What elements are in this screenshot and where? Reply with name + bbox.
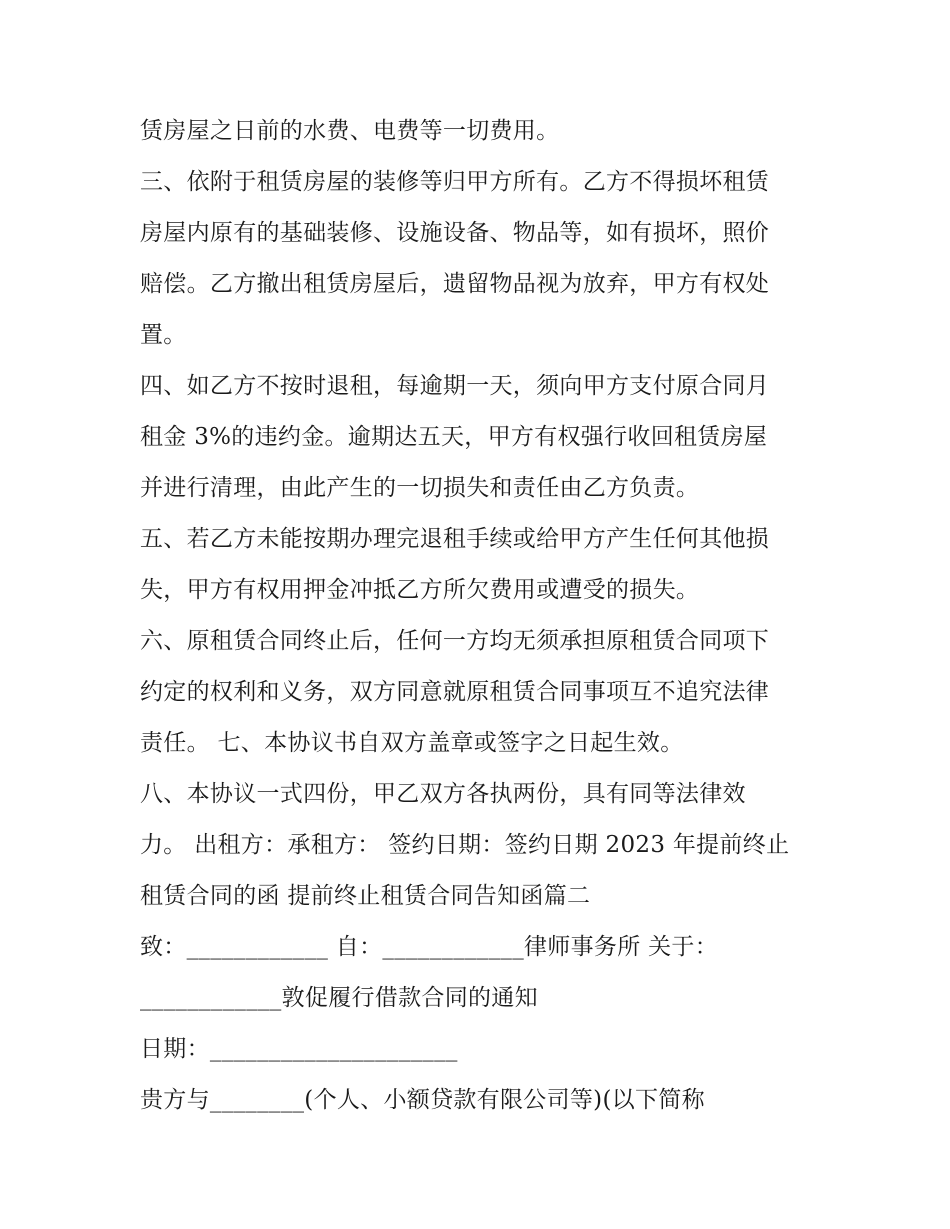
text-line: 责任。 七、本协议书自双方盖章或签字之日起生效。 [140,730,684,756]
text-line: 六、原租赁合同终止后，任何一方均无须承担原租赁合同项下 [140,628,770,654]
text-line: ____________敦促履行借款合同的通知 [140,985,538,1011]
text-line: 租赁合同的函 提前终止租赁合同告知函篇二 [140,883,591,909]
text-line: 八、本协议一式四份，甲乙双方各执两份，具有同等法律效 [140,781,746,807]
text-line: 失，甲方有权用押金冲抵乙方所欠费用或遭受的损失。 [140,577,700,603]
text-line: 并进行清理，由此产生的一切损失和责任由乙方负责。 [140,475,700,501]
text-line: 三、依附于租赁房屋的装修等归甲方所有。乙方不得损坏租赁 [140,169,770,195]
text-line: 房屋内原有的基础装修、设施设备、物品等，如有损坏，照价 [140,220,770,246]
text-line: 五、若乙方未能按期办理完退租手续或给甲方产生任何其他损 [140,526,770,552]
text-line: 四、如乙方不按时退租，每逾期一天，须向甲方支付原合同月 [140,373,770,399]
text-line: 赁房屋之日前的水费、电费等一切费用。 [140,118,560,144]
text-line: 约定的权利和义务，双方同意就原租赁合同事项互不追究法律 [140,679,770,705]
text-line: 力。 出租方：承租方： 签约日期：签约日期 2023 年提前终止 [140,832,790,858]
text-line: 致：____________ 自：____________律师事务所 关于： [140,934,719,960]
text-line: 租金 3%的违约金。逾期达五天，甲方有权强行收回租赁房屋 [140,424,768,450]
text-line: 置。 [140,322,187,348]
text-line: 贵方与________(个人、小额贷款有限公司等)(以下简称 [140,1087,705,1113]
text-line: 日期：_____________________ [140,1036,458,1062]
text-line: 赔偿。乙方撤出租赁房屋后，遗留物品视为放弃，甲方有权处 [140,271,770,297]
